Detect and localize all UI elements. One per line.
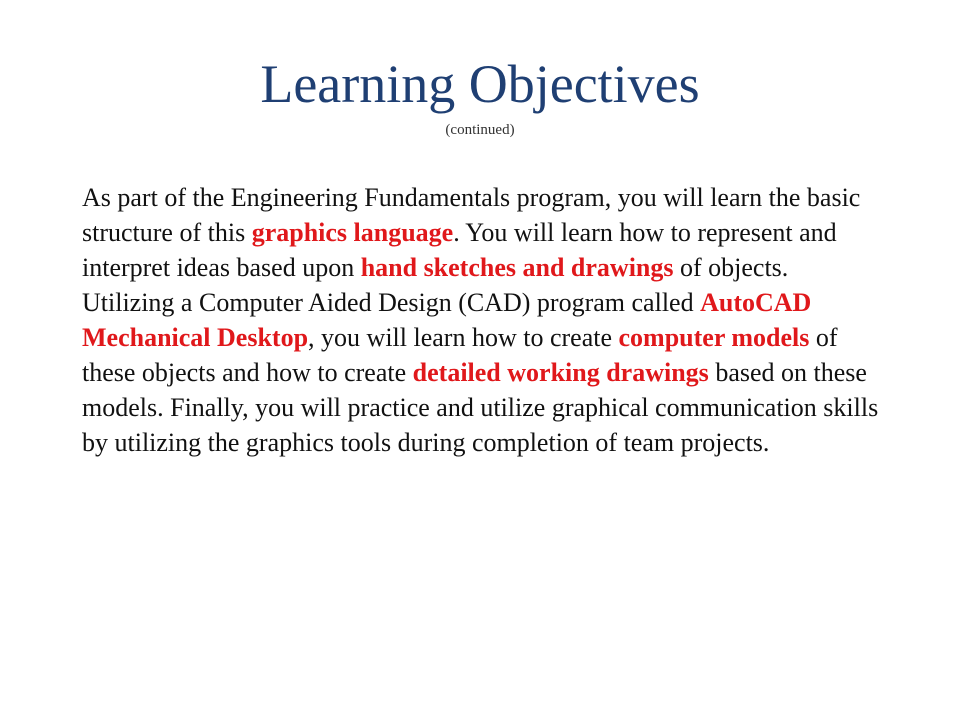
highlight-graphics-language: graphics language bbox=[251, 218, 454, 247]
slide-title: Learning Objectives bbox=[260, 54, 700, 114]
slide-subtitle: (continued) bbox=[445, 122, 515, 138]
body-text bbox=[82, 180, 882, 460]
highlight-autocad: AutoCAD Mechanical Desktop bbox=[82, 288, 812, 352]
text-segment-6: based on these models. Finally, you will practice and utilize graphical communication skills by utilizing the graphics tools during completion of team projects. bbox=[82, 358, 879, 457]
text-segment-4: , you will learn how to create bbox=[308, 323, 619, 352]
text-segment-1: As part of the Engineering Fundamentals program, you will learn the basic structure of this bbox=[82, 183, 861, 247]
text-segment-3: of objects. Utilizing a Computer Aided Design (CAD) program called bbox=[82, 253, 789, 317]
text-segment-2: . You will learn how to represent and interpret ideas based upon bbox=[82, 218, 837, 282]
highlight-working-drawings: detailed working drawings bbox=[412, 358, 709, 387]
highlight-computer-models: computer models bbox=[618, 323, 810, 352]
objectives-paragraph bbox=[82, 180, 882, 460]
text-segment-5: of these objects and how to create bbox=[82, 323, 838, 387]
highlight-hand-sketches: hand sketches and drawings bbox=[360, 253, 674, 282]
